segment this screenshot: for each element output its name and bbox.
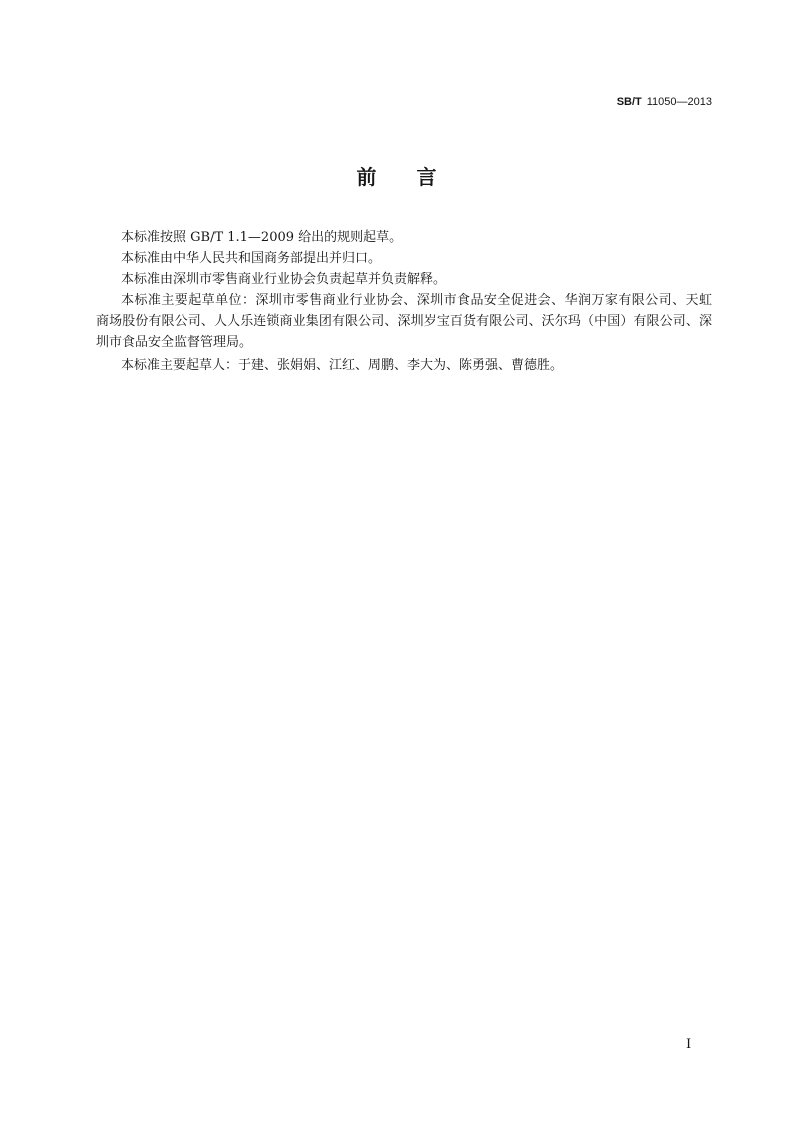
paragraph-proposer [96,248,712,269]
page-title: 前 言 [356,165,437,189]
paragraph-line: 本标准按照 GB/T 1.1—2009 给出的规则起草。 [121,230,403,245]
paragraph-drafting-responsibility [96,269,712,290]
paragraph-line: 圳市食品安全监督管理局。 [96,335,253,350]
standard-code-number: 11050—2013 [646,96,712,108]
foreword-body [96,227,712,376]
standard-number [617,95,712,109]
paragraph-drafting-organizations [96,290,712,353]
paragraph-drafting-rules [96,227,712,248]
paragraph-drafters [96,355,712,376]
standard-code-prefix: SB/T [616,96,642,108]
paragraph-line: 商场股份有限公司、人人乐连锁商业集团有限公司、深圳岁宝百货有限公司、沃尔玛（中国）有限公司、深 [96,314,712,329]
paragraph-line: 本标准主要起草单位：深圳市零售商业行业协会、深圳市食品安全促进会、华润万家有限公司、天虹 [121,293,712,308]
paragraph-line: 本标准由深圳市零售商业行业协会负责起草并负责解释。 [121,272,447,287]
paragraph-line: 本标准由中华人民共和国商务部提出并归口。 [121,251,382,266]
page-number: I [686,1037,692,1052]
paragraph-line: 本标准主要起草人：于建、张娟娟、江红、周鹏、李大为、陈勇强、曹德胜。 [121,358,564,373]
